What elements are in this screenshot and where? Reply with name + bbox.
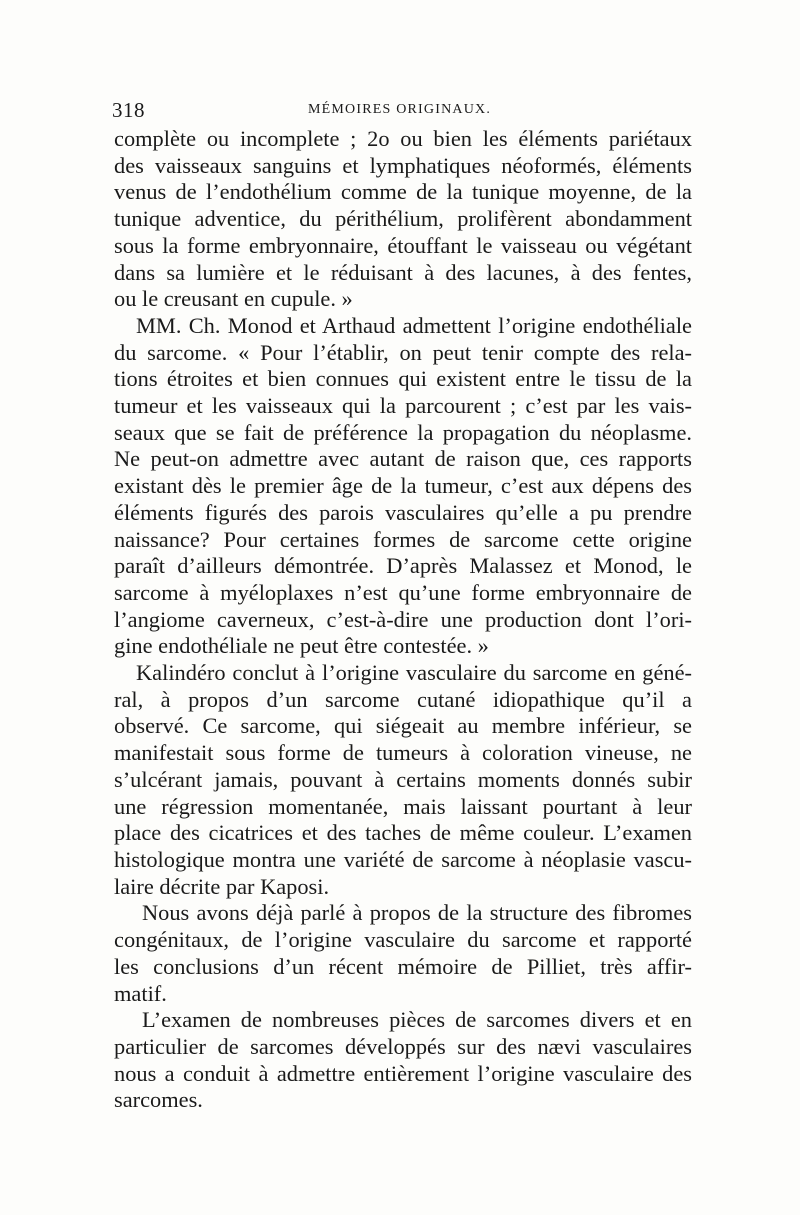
text-line: dans sa lumière et le réduisant à des lacunes, à des fentes, — [114, 259, 692, 285]
text-line: manifestait sous forme de tumeurs à coloration vineuse, ne — [114, 740, 692, 766]
text-line: s’ulcérant jamais, pouvant à certains moments donnés subir — [114, 766, 692, 792]
text-line: observé. Ce sarcome, qui siégeait au membre inférieur, se — [114, 713, 692, 739]
text-line: particulier de sarcomes développés sur des nævi vasculaires — [114, 1033, 692, 1059]
text-line: Kalindéro conclut à l’origine vasculaire du sarcome en géné- — [136, 660, 692, 686]
text-line: tumeur et les vaisseaux qui la parcourent ; c’est par les vais- — [114, 393, 692, 419]
text-line: des vaisseaux sanguins et lymphatiques néoformés, éléments — [114, 152, 692, 178]
text-line: Ne peut-on admettre avec autant de raison que, ces rapports — [114, 446, 692, 472]
text-line: l’angiome caverneux, c’est-à-dire une production dont l’ori- — [114, 606, 692, 632]
text-line: tions étroites et bien connues qui existent entre le tissu de la — [114, 366, 692, 392]
text-line: laire décrite par Kaposi. — [114, 873, 330, 899]
text-line: ou le creusant en cupule. » — [114, 286, 353, 312]
text-line: nous a conduit à admettre entièrement l’origine vasculaire des — [114, 1060, 692, 1086]
text-line: sarcomes. — [114, 1087, 203, 1113]
text-line: sous la forme embryonnaire, étouffant le vaisseau ou végétant — [114, 232, 692, 258]
text-line: histologique montra une variété de sarcome à néoplasie vascu- — [114, 846, 692, 872]
text-line: une régression momentanée, mais laissant pourtant à leur — [114, 793, 692, 819]
text-line: les conclusions d’un récent mémoire de Pilliet, très affir- — [114, 953, 692, 979]
text-line: seaux que se fait de préférence la propagation du néoplasme. — [114, 419, 692, 445]
text-line: congénitaux, de l’origine vasculaire du sarcome et rapporté — [114, 927, 692, 953]
body-text — [114, 126, 692, 1114]
page-header — [112, 98, 692, 124]
text-line: Nous avons déjà parlé à propos de la structure des fibromes — [142, 900, 692, 926]
text-line: sarcome à myéloplaxes n’est qu’une forme embryonnaire de — [114, 579, 692, 605]
text-line: place des cicatrices et des taches de même couleur. L’examen — [114, 820, 692, 846]
running-head: MÉMOIRES ORIGINAUX. — [308, 102, 492, 117]
text-line: éléments figurés des parois vasculaires qu’elle a pu prendre — [114, 499, 692, 525]
text-line: venus de l’endothélium comme de la tunique moyenne, de la — [114, 179, 692, 205]
text-line: complète ou incomplete ; 2o ou bien les éléments pariétaux — [114, 126, 692, 151]
text-line: existant dès le premier âge de la tumeur, c’est aux dépens des — [114, 473, 692, 499]
text-line: tunique adventice, du périthélium, prolifèrent abondamment — [114, 206, 692, 232]
text-line: paraît d’ailleurs démontrée. D’après Malassez et Monod, le — [114, 553, 692, 579]
text-line: du sarcome. « Pour l’établir, on peut tenir compte des rela- — [114, 339, 692, 365]
text-line: ral, à propos d’un sarcome cutané idiopathique qu’il a — [114, 686, 692, 712]
text-line: matif. — [114, 980, 167, 1006]
page-number: 318 — [112, 98, 145, 122]
text-line: gine endothéliale ne peut être contestée. » — [114, 633, 489, 659]
text-line: MM. Ch. Monod et Arthaud admettent l’origine endothéliale — [136, 312, 692, 338]
text-line: L’examen de nombreuses pièces de sarcomes divers et en — [142, 1007, 692, 1033]
text-line: naissance? Pour certaines formes de sarcome cette origine — [114, 526, 692, 552]
